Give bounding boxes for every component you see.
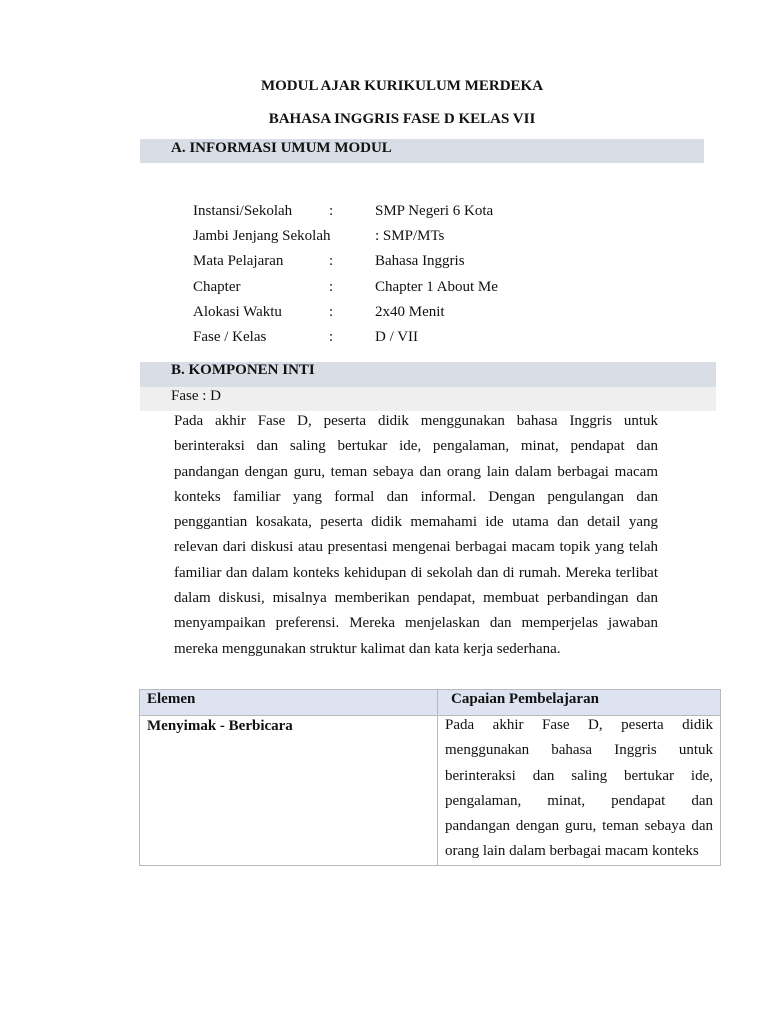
table-cell-elemen xyxy=(140,716,438,866)
info-value: SMP Negeri 6 Kota xyxy=(375,203,494,219)
info-row-instansi xyxy=(193,200,713,222)
info-label: Fase / Kelas xyxy=(193,329,267,345)
info-label: Jambi Jenjang Sekolah xyxy=(193,228,331,244)
table-row xyxy=(140,716,721,866)
info-value: 2x40 Menit xyxy=(375,304,445,320)
fase-label: Fase : D xyxy=(140,387,716,411)
info-row-chapter xyxy=(193,276,713,298)
info-value: Bahasa Inggris xyxy=(375,253,465,269)
info-colon: : xyxy=(329,203,334,219)
info-colon: : xyxy=(329,279,334,295)
section-b-heading: B. KOMPONEN INTI xyxy=(140,362,716,387)
info-value: D / VII xyxy=(375,329,419,345)
info-label: Alokasi Waktu xyxy=(193,304,282,320)
document-subtitle: BAHASA INGGRIS FASE D KELAS VII xyxy=(268,111,536,127)
table-header-row xyxy=(140,690,721,716)
table-cell-capaian xyxy=(438,716,721,866)
info-colon: : xyxy=(329,329,334,345)
info-row-alokasi-waktu xyxy=(193,301,713,323)
info-label: Instansi/Sekolah xyxy=(193,203,293,219)
info-label: Chapter xyxy=(193,279,241,295)
document-title: MODUL AJAR KURIKULUM MERDEKA xyxy=(260,78,544,94)
elemen-text: Menyimak - Berbicara xyxy=(147,718,293,734)
info-value: Chapter 1 About Me xyxy=(375,279,498,295)
info-label: Mata Pelajaran xyxy=(193,253,284,269)
info-row-mata-pelajaran xyxy=(193,250,713,272)
section-a-heading: A. INFORMASI UMUM MODUL xyxy=(140,139,704,163)
info-colon: : xyxy=(329,304,334,320)
info-row-fase-kelas xyxy=(193,326,713,348)
info-colon: : xyxy=(329,253,334,269)
header-capaian: Capaian Pembelajaran xyxy=(438,690,721,716)
header-elemen: Elemen xyxy=(140,690,438,716)
info-value: : SMP/MTs xyxy=(375,228,445,244)
capaian-text: Pada akhir Fase D, peserta didik menggunakan bahasa Inggris untuk berinteraksi dan saling bertukar ide, pengalaman, minat, pendapat dan pandangan dengan guru, teman sebaya dan orang lain dalam berbagai macam konteks xyxy=(445,717,713,860)
capaian-paragraph: Pada akhir Fase D, peserta didik menggunakan bahasa Inggris untuk berinteraksi dan saling bertukar ide, pengalaman, minat, pendapat dan pandangan dengan guru, teman sebaya dan orang lain dalam berbagai macam konteks familiar yang formal dan informal. Dengan pengulangan dan penggantian kosakata, peserta didik memahami ide utama dan detail yang relevan dari diskusi atau presentasi mengenai berbagai macam topik yang telah familiar dan dalam konteks kehidupan di sekolah dan di rumah. Mereka terlibat dalam diskusi, misalnya memberikan pendapat, membuat perbandingan dan menyampaikan preferensi. Mereka menjelaskan dan memperjelas jawaban mereka menggunakan struktur kalimat dan kata kerja sederhana. xyxy=(174,413,658,657)
capaian-table xyxy=(139,689,721,866)
info-row-jenjang xyxy=(193,225,713,247)
